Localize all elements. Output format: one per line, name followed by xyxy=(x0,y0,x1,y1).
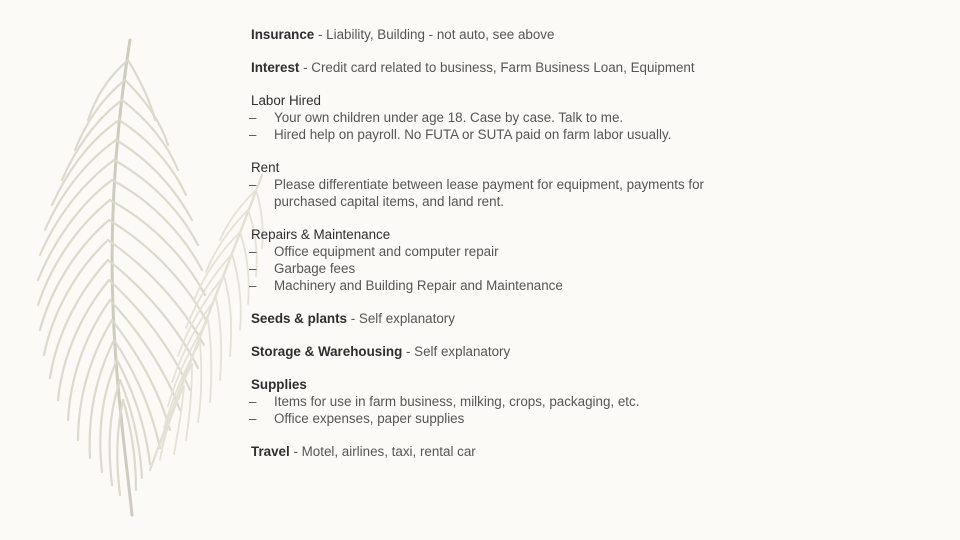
dash-bullet: – xyxy=(249,411,257,426)
list-item-text: Office expenses, paper supplies xyxy=(274,411,465,426)
section-interest xyxy=(251,59,951,76)
list-item xyxy=(251,260,951,277)
dash-bullet: – xyxy=(249,177,257,192)
list-item xyxy=(251,410,951,427)
section-title: Storage & Warehousing xyxy=(251,344,403,359)
content-list xyxy=(251,26,951,476)
list-item-text: Hired help on payroll. No FUTA or SUTA paid on farm labor usually. xyxy=(274,127,672,142)
dash-bullet: – xyxy=(249,110,257,125)
section-title: Travel xyxy=(251,444,290,459)
section-title: Interest xyxy=(251,60,300,75)
dash-bullet: – xyxy=(249,244,257,259)
section-seeds-plants xyxy=(251,310,951,327)
section-title: Rent xyxy=(251,160,280,175)
section-desc: - Self explanatory xyxy=(402,344,511,359)
dash-bullet: – xyxy=(249,278,257,293)
dash-bullet: – xyxy=(249,127,257,142)
list-item xyxy=(251,393,951,410)
section-title: Supplies xyxy=(251,377,307,392)
list-item-text: Machinery and Building Repair and Maintenance xyxy=(274,278,563,293)
section-desc: - Self explanatory xyxy=(347,311,455,326)
list-item-text: Items for use in farm business, milking, crops, packaging, etc. xyxy=(274,394,640,409)
section-travel xyxy=(251,443,951,460)
section-supplies xyxy=(251,376,951,427)
section-labor-hired xyxy=(251,92,951,143)
section-repairs-maintenance xyxy=(251,226,951,294)
list-item-text: Please differentiate between lease payment for equipment, payments for purchased capital items, and land rent. xyxy=(274,177,704,209)
section-title: Seeds & plants xyxy=(251,311,347,326)
section-rent xyxy=(251,159,951,210)
section-desc: - Motel, airlines, taxi, rental car xyxy=(289,444,476,459)
list-item xyxy=(251,109,951,126)
section-storage-warehousing xyxy=(251,343,951,360)
section-desc: - Credit card related to business, Farm Business Loan, Equipment xyxy=(299,60,695,75)
list-item-text: Garbage fees xyxy=(274,261,356,276)
list-item xyxy=(251,126,951,143)
list-item xyxy=(251,243,951,260)
dash-bullet: – xyxy=(249,394,257,409)
list-item xyxy=(251,176,714,210)
section-title: Insurance xyxy=(251,27,315,42)
list-item xyxy=(251,277,951,294)
list-item-text: Office equipment and computer repair xyxy=(274,244,499,259)
section-desc: - Liability, Building - not auto, see above xyxy=(314,27,555,42)
section-insurance xyxy=(251,26,951,43)
dash-bullet: – xyxy=(249,261,257,276)
section-title: Repairs & Maintenance xyxy=(251,227,391,242)
section-title: Labor Hired xyxy=(251,93,321,108)
list-item-text: Your own children under age 18. Case by case. Talk to me. xyxy=(274,110,624,125)
